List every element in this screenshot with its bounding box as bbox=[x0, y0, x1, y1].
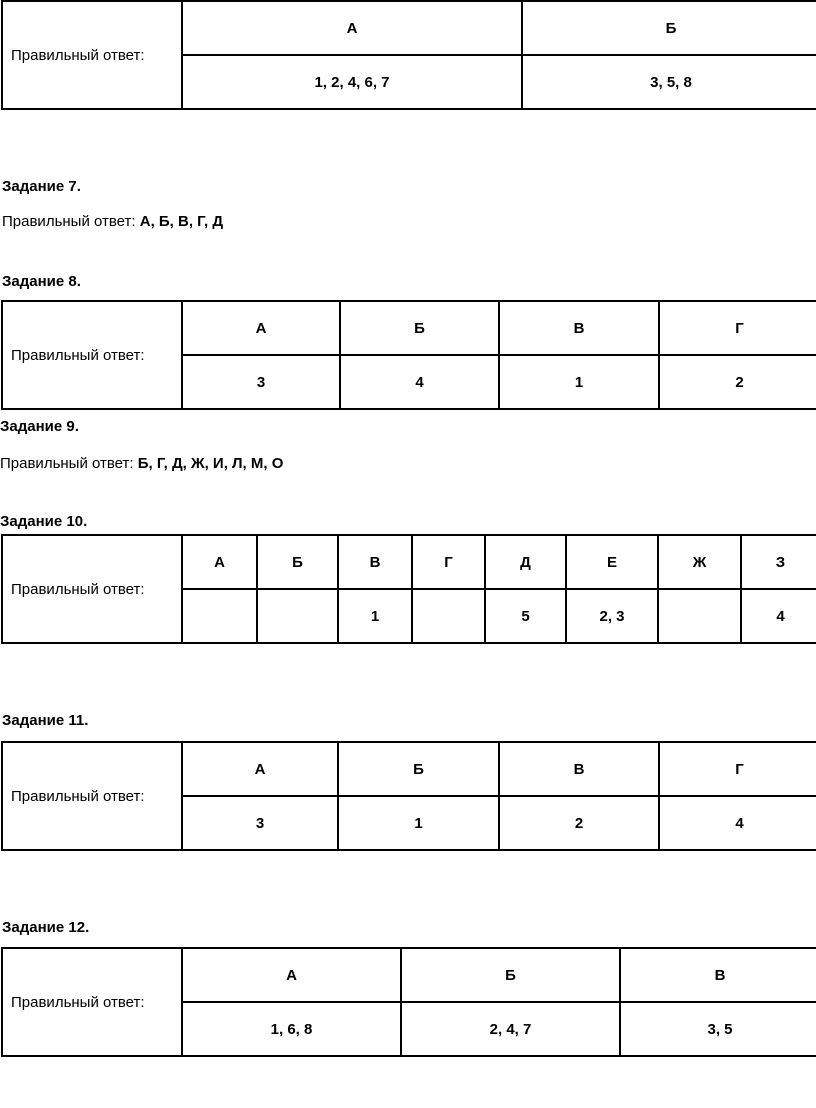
task-9-answer bbox=[0, 455, 283, 473]
answer-table-task-11 bbox=[1, 741, 816, 851]
task-8-title: Задание 8. bbox=[2, 273, 81, 290]
column-header: Ж bbox=[658, 535, 741, 589]
column-header: З bbox=[741, 535, 816, 589]
answer-cell bbox=[257, 589, 338, 643]
column-header: В bbox=[499, 742, 659, 796]
answer-cell: 1 bbox=[338, 589, 412, 643]
column-header: Г bbox=[659, 742, 816, 796]
column-header: В bbox=[499, 301, 659, 355]
answer-label: Правильный ответ: bbox=[2, 535, 182, 643]
column-header: А bbox=[182, 742, 338, 796]
column-header: А bbox=[182, 301, 340, 355]
column-header: А bbox=[182, 535, 257, 589]
answer-label: Правильный ответ: bbox=[2, 301, 182, 409]
column-header: Б bbox=[401, 948, 620, 1002]
answer-cell: 2 bbox=[499, 796, 659, 850]
answer-cell: 3 bbox=[182, 355, 340, 409]
task-7-answer bbox=[2, 213, 223, 231]
task-9-title: Задание 9. bbox=[0, 418, 79, 435]
answer-value: Б, Г, Д, Ж, И, Л, М, О bbox=[137, 455, 284, 472]
answer-cell: 3 bbox=[182, 796, 338, 850]
answer-cell bbox=[412, 589, 485, 643]
answer-label: Правильный ответ: bbox=[2, 742, 182, 850]
answer-cell: 3, 5 bbox=[620, 1002, 816, 1056]
answer-cell: 4 bbox=[741, 589, 816, 643]
answer-cell bbox=[182, 589, 257, 643]
column-header: В bbox=[338, 535, 412, 589]
answer-table-task-12 bbox=[1, 947, 816, 1057]
task-11-title: Задание 11. bbox=[2, 712, 89, 729]
answer-table-task-10 bbox=[1, 534, 816, 644]
column-header: В bbox=[620, 948, 816, 1002]
answer-cell: 3, 5, 8 bbox=[522, 55, 816, 109]
column-header: Д bbox=[485, 535, 566, 589]
answer-cell: 2 bbox=[659, 355, 816, 409]
column-header: Б bbox=[338, 742, 499, 796]
answer-prefix: Правильный ответ: bbox=[2, 213, 140, 230]
answer-value: А, Б, В, Г, Д bbox=[139, 213, 224, 230]
task-7-title: Задание 7. bbox=[2, 178, 81, 195]
answer-cell: 1 bbox=[499, 355, 659, 409]
column-header: Е bbox=[566, 535, 658, 589]
task-12-title: Задание 12. bbox=[2, 919, 90, 936]
answer-cell: 4 bbox=[659, 796, 816, 850]
column-header: Г bbox=[659, 301, 816, 355]
answer-cell: 5 bbox=[485, 589, 566, 643]
answer-label: Правильный ответ: bbox=[2, 948, 182, 1056]
answer-cell bbox=[658, 589, 741, 643]
answer-cell: 2, 4, 7 bbox=[401, 1002, 620, 1056]
answer-cell: 4 bbox=[340, 355, 499, 409]
answer-prefix: Правильный ответ: bbox=[0, 455, 138, 472]
column-header: А bbox=[182, 1, 522, 55]
column-header: Б bbox=[257, 535, 338, 589]
column-header: Б bbox=[340, 301, 499, 355]
task-10-title: Задание 10. bbox=[0, 513, 88, 530]
answer-table-top bbox=[1, 0, 816, 110]
column-header: А bbox=[182, 948, 401, 1002]
column-header: Б bbox=[522, 1, 816, 55]
answer-cell: 1, 2, 4, 6, 7 bbox=[182, 55, 522, 109]
answer-label: Правильный ответ: bbox=[2, 1, 182, 109]
answer-table-task-8 bbox=[1, 300, 816, 410]
column-header: Г bbox=[412, 535, 485, 589]
answer-cell: 2, 3 bbox=[566, 589, 658, 643]
answer-cell: 1 bbox=[338, 796, 499, 850]
answer-cell: 1, 6, 8 bbox=[182, 1002, 401, 1056]
